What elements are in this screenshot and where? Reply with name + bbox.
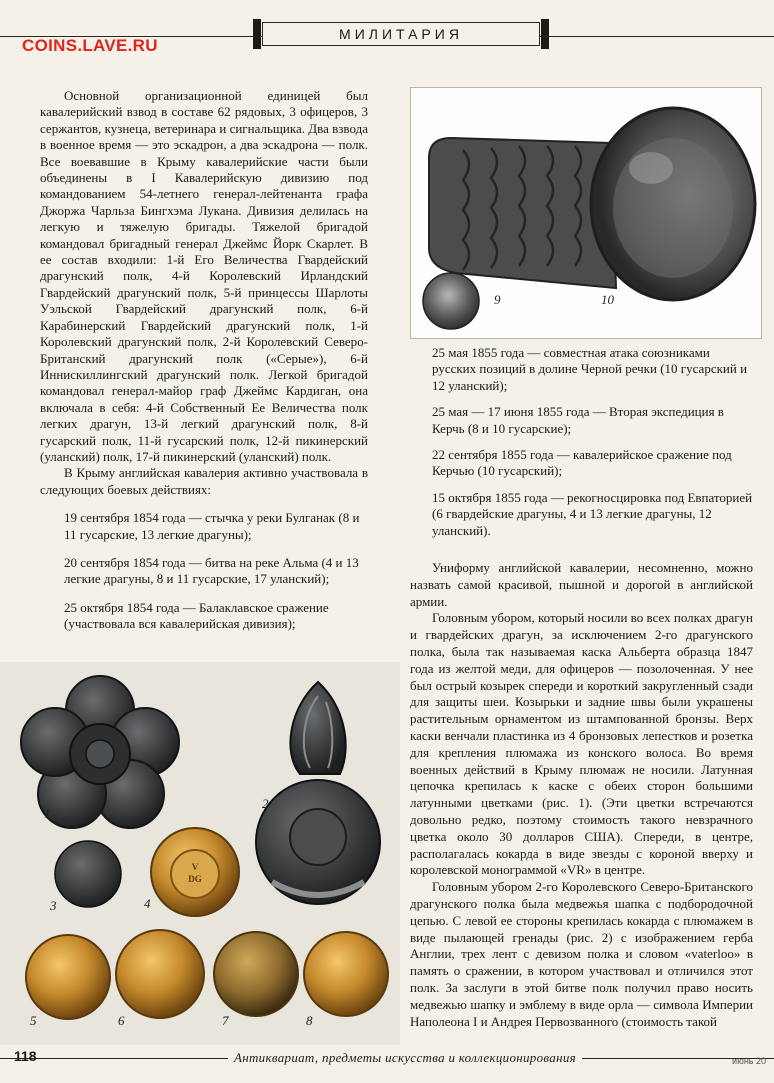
figure-label-3: 3	[50, 898, 57, 913]
event-text: — совместная атака союзниками русских позиций в долине Черной речки (10 гусарский и 12 уланский);	[432, 345, 748, 393]
event-item	[410, 447, 753, 480]
page-number: 118	[14, 1048, 37, 1064]
event-date: 25 мая 1855 года	[432, 345, 525, 360]
figure-label-5: 5	[30, 1013, 37, 1028]
event-date: 25 мая — 17 июня 1855 года	[432, 404, 590, 420]
castle-button	[304, 932, 388, 1016]
epaulette	[429, 108, 755, 300]
event-item	[410, 490, 753, 539]
right-column-body	[410, 560, 753, 1030]
figure-label-6: 6	[118, 1013, 125, 1028]
event-date: 20 сентября 1854 года	[64, 554, 186, 570]
figure-label-4: 4	[144, 896, 151, 911]
site-watermark: COINS.LAVE.RU	[22, 36, 158, 55]
event-date: 25 октября 1854 года	[64, 599, 180, 615]
eagle-button	[116, 930, 204, 1018]
event-item	[40, 555, 368, 588]
event-text: — рекогносцировка под Евпаторией (6 гвардейские драгуны, 4 и 13 легкие драгуны, 12 уланский).	[432, 489, 753, 538]
epaulette-photo	[410, 87, 762, 339]
publication-title: Антиквариат, предметы искусства и коллекционирования	[228, 1050, 582, 1066]
event-date: 22 сентября 1855 года	[432, 447, 554, 463]
dark-button	[55, 841, 121, 907]
lion-button	[26, 935, 110, 1019]
event-item	[40, 600, 368, 633]
monogram-button	[214, 932, 298, 1016]
event-date: 19 сентября 1854 года	[64, 510, 186, 526]
badges-illustration	[0, 662, 400, 1045]
figure-label-10: 10	[601, 292, 614, 307]
events-list-right	[410, 345, 753, 539]
figure-label-7: 7	[222, 1013, 229, 1028]
dg-star-button	[151, 828, 239, 916]
brass-buttons-row	[26, 930, 388, 1019]
events-list-left	[40, 510, 368, 632]
event-text: — Балаклавское сражение (участвовала вся кавалерийская дивизия);	[64, 599, 329, 632]
left-column	[40, 88, 368, 633]
event-item	[410, 345, 753, 394]
event-text: — битва на реке Альма (4 и 13 легкие драгуны, 8 и 11 гусарские, 17 уланский);	[64, 554, 359, 587]
event-text: — кавалерийское сражение под Керчью (10 гусарский);	[432, 447, 732, 479]
bearskin-paragraph: Головным убором 2-го Королевского Северо-Британского драгунского полка была медвежья шапка с подбородочной цепью. С левой ее стороны крепилась кокарда с плюмажем в виде пылающей гренады (рис. 2) с изображением герба Англии, трех лент с девизом полка и словом «vaterloo» в память о сражении, в котором участвовал и отличился этот полк. За заслуги в этой битве полк получил право носить медвежью шапку и эмблему в виде орла — символа Империи Наполеона I и Андрея Первозванного (стоимость такой	[410, 879, 753, 1029]
event-item	[410, 404, 753, 437]
intro-paragraph: Основной организационной единицей был кавалерийский взвод в составе 62 рядовых, 3 офицеров, 3 сержантов, кузнеца, ветеринара и сигнальщика. Два взвода в военное время — это эскадрон, а два эскадрона — полк. Все воевавшие в Крыму кавалерийские части были объединены в I Кавалерийскую дивизию под командованием 54-летнего генерал-лейтенанта графа Джоржа Чарльза Бингхэма Лукана. Дивизия делилась на легкую и тяжелую бригады. Тяжелой бригадой командовал бригадный генерал Джеймс Йорк Скарлет. В ее состав входили: 1-й Его Величества Гвардейский драгунский полк, 4-й Королевский Ирландский Гвардейский драгунский полк, 5-й принцессы Шарлоты Уэльской Гвардейский драгунский полк, 6-й Карабинерский Гвардейский драгунский полк, 1-й Королевский драгунский полк, 2-й Королевский Северо-Британский драгунский полк («Серые»), 6-й Иннискиллингский драгунский полк. Легкой бригадой командовал генерал-майор граф Джеймс Кардиган, она включала в себя: 4-й Собственный Ее Величества полк легких драгун, 13-й легкий драгунский полк, 8-й гусарский полк, 11-й гусарский полк, 12-й пикинерский (уланский) полк, 17-й пикинерский (уланский) полк.	[40, 88, 368, 464]
silver-button	[423, 273, 479, 329]
uniform-paragraph: Униформу английской кавалерии, несомненно, можно назвать самой красивой, пышной и дорогой в английской армии.	[410, 560, 753, 609]
event-text: — Вторая экспедиция в Керчь (8 и 10 гусарские);	[432, 404, 724, 436]
helmet-paragraph: Головным убором, который носили во всех полках драгун и гвардейских драгун, за исключением 2-го драгунского полка, была так называемая каска Альберта образца 1847 года из желтой меди, для офицеров — позолоченная. У нее был острый козырек спереди и короткий закругленный сзади для защиты шеи. Козырьки и задние швы были украшены растительным орнаментом из штампованной бронзы. Верх каски венчали пластинка из 4 бронзовых лепестков и розетка для крепления плюмажа из конского волоса. Во время военных действий в Крыму плюмаж не носили. Латунная цепочка крепилась к каске с обеих сторон большими латунными цветками (рис. 1). (Эти цветки встречаются довольно редко, поэтому стоимость такого невзрачного цветка около 30 долларов США). Спереди, в центре, располагалась кокарда в виде звезды с короной вверху и королевской монограммой «VR» в центре.	[410, 610, 753, 878]
section-title: МИЛИТАРИЯ	[262, 22, 540, 46]
event-item	[40, 510, 368, 543]
event-date: 15 октября 1855 года	[432, 489, 548, 505]
figure-label-8: 8	[306, 1013, 313, 1028]
badges-photo	[0, 662, 400, 1045]
event-text: — стычка у реки Булганак (8 и 11 гусарские, 13 легкие драгуны);	[64, 510, 360, 542]
figure-label-2: 2	[262, 796, 269, 811]
crimea-paragraph: В Крыму английская кавалерия активно участвовала в следующих боевых действиях:	[40, 465, 368, 497]
figure-label-1: 1	[44, 806, 51, 821]
epaulette-illustration	[411, 88, 761, 338]
button-monogram-dg: DG	[188, 874, 202, 884]
right-column-events	[410, 345, 753, 549]
grenade-badge	[256, 682, 380, 904]
figure-label-9: 9	[494, 292, 501, 307]
issue-label: июнь 20	[732, 1056, 766, 1066]
button-monogram-v: V	[191, 862, 199, 872]
